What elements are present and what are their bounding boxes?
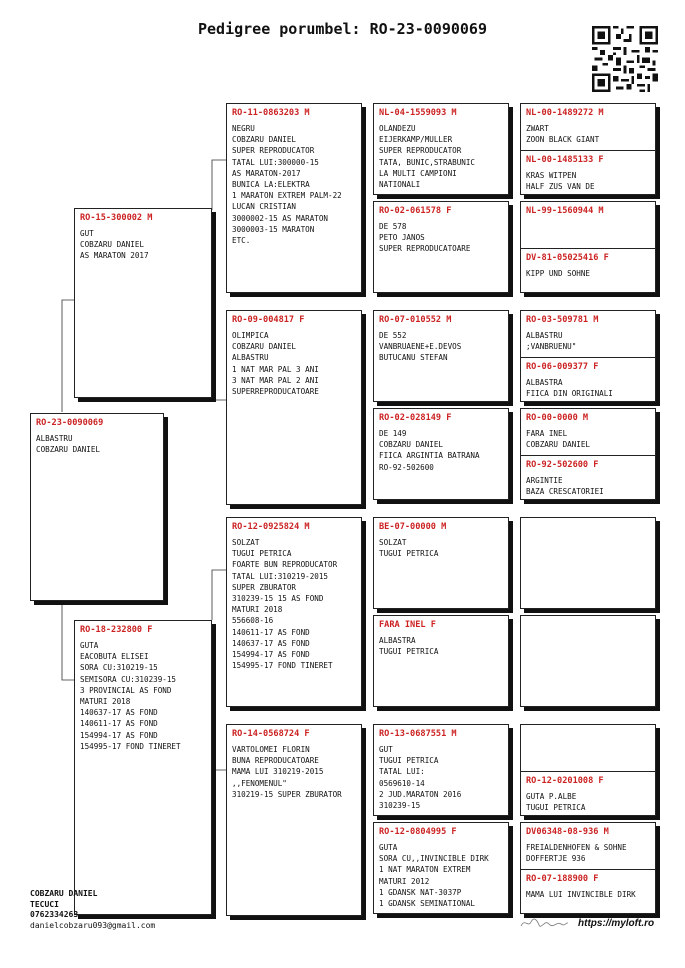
gggp-card-1	[520, 103, 656, 195]
detail-line: 3000003-15 MARATON	[232, 224, 315, 234]
g1-details	[526, 123, 650, 145]
subject-details	[36, 433, 158, 455]
detail-line: TUGUI PETRICA	[379, 549, 439, 559]
detail-line: BAZA CRESCATORIEI	[526, 487, 604, 497]
detail-line: RO-92-502600	[379, 462, 434, 472]
breeder-email[interactable]: danielcobzaru093@gmail.com	[30, 920, 156, 930]
detail-line: NATIONALI	[379, 180, 421, 190]
detail-line: VANBRUAENE+E.DEVOS	[379, 342, 462, 352]
detail-line: EACOBUTA ELISEI	[80, 652, 149, 662]
detail-line: ;VANBRUENU"	[526, 342, 577, 352]
ggp-fff-card	[373, 103, 509, 195]
gggp-card-4	[520, 408, 656, 500]
detail-line: ZOON BLACK GIANT	[526, 135, 600, 145]
g16-ring-id: RO-07-188900 F	[526, 874, 599, 884]
detail-line: 140611-17 AS FOND	[80, 719, 158, 729]
detail-line: GUTA	[379, 843, 398, 852]
detail-line: FARA INEL	[526, 429, 568, 438]
detail-line: 310219-15 SUPER ZBURATOR	[232, 789, 342, 799]
mff-details	[379, 537, 503, 559]
subject-ring-id: RO-23-0090069	[36, 418, 104, 428]
detail-line: 154994-17 AS FOND	[232, 650, 310, 660]
detail-line: 1 MARATON EXTREM PALM-22	[232, 191, 342, 201]
mmf-details	[379, 744, 503, 811]
detail-line: ALBASTRA	[379, 636, 416, 645]
website-link[interactable]: https://myloft.ro	[578, 918, 655, 929]
detail-line: SUPER ZBURATOR	[232, 582, 297, 592]
ggp-fmm-card	[373, 408, 509, 500]
detail-line: ZWART	[526, 124, 549, 133]
detail-line: 310239-15 15 AS FOND	[232, 594, 324, 604]
g5-ring-id: RO-03-509781 M	[526, 315, 599, 325]
g7-ring-id: RO-00-0000 M	[526, 413, 589, 423]
father-details	[80, 228, 206, 262]
detail-line: TATAL LUI:300000-15	[232, 157, 319, 167]
detail-line: KRAS WITPEN	[526, 171, 577, 180]
maternal-grandfather-card	[226, 517, 362, 707]
detail-line: EIJERKAMP/MULLER	[379, 135, 453, 145]
detail-line: 3 PROVINCIAL AS FOND	[80, 685, 172, 695]
detail-line: COBZARU DANIEL	[36, 445, 101, 455]
detail-line: LUCAN CRISTIAN	[232, 202, 297, 212]
g15-details	[526, 842, 650, 864]
detail-line: MAMA LUI INVINCIBLE DIRK	[526, 890, 636, 899]
subject-pigeon-card	[30, 413, 164, 601]
g4-ring-id: DV-81-05025416 F	[526, 253, 609, 263]
detail-line: ALBASTRU	[232, 353, 269, 363]
mmf-ring-id: RO-13-0687551 M	[379, 729, 457, 739]
detail-line: KIPP UND SOHNE	[526, 269, 591, 278]
father-card	[74, 208, 212, 398]
detail-line: AS MARATON 2017	[80, 251, 149, 261]
g2-details	[526, 170, 650, 192]
paternal-grandmother-card	[226, 310, 362, 505]
g5-details	[526, 330, 650, 352]
detail-line: TUGUI PETRICA	[379, 647, 439, 657]
gggp-card-5-empty	[520, 517, 656, 609]
detail-line: 1 NAT MARATON EXTREM	[379, 865, 471, 875]
detail-line: SUPER REPRODUCATOR	[232, 146, 315, 156]
detail-line: NEGRU	[232, 124, 255, 133]
detail-line: ALBASTRU	[36, 434, 73, 443]
g15-ring-id: DV06348-08-936 M	[526, 827, 609, 837]
detail-line: GUT	[379, 745, 393, 754]
detail-line: GUTA P.ALBE	[526, 792, 577, 801]
gggp-card-6-empty	[520, 615, 656, 707]
detail-line: ,,FENOMENUL"	[232, 778, 287, 788]
mm-details	[232, 744, 356, 800]
detail-line: TATAL LUI:310219-2015	[232, 571, 329, 581]
mother-details	[80, 640, 206, 752]
g14-details	[526, 791, 650, 813]
detail-line: 3000002-15 AS MARATON	[232, 213, 329, 223]
g8-ring-id: RO-92-502600 F	[526, 460, 599, 470]
detail-line: 1 NAT MAR PAL 3 ANI	[232, 364, 319, 374]
detail-line: HALF ZUS VAN DE	[526, 182, 595, 192]
g16-details	[526, 889, 650, 900]
breeder-name: COBZARU DANIEL	[30, 889, 98, 898]
detail-line: TUGUI PETRICA	[526, 803, 586, 813]
detail-line: 310239-15	[379, 801, 421, 811]
detail-line: ALBASTRA	[526, 378, 563, 387]
ggp-ffm-card	[373, 201, 509, 293]
detail-line: SORA CU,,INVINCIBLE DIRK	[379, 854, 489, 864]
g1-ring-id: NL-00-1489272 M	[526, 108, 604, 118]
detail-line: MAMA LUI 310219-2015	[232, 767, 324, 777]
detail-line: TUGUI PETRICA	[379, 756, 439, 766]
detail-line: 154994-17 AS FOND	[80, 730, 158, 740]
detail-line: DE 578	[379, 222, 407, 231]
detail-line: TATA, BUNIC,STRABUNIC	[379, 157, 476, 167]
mfm-ring-id: FARA INEL F	[379, 620, 436, 630]
detail-line: DOFFERTJE 936	[526, 854, 586, 864]
g4-details	[526, 268, 650, 279]
detail-line: COBZARU DANIEL	[232, 342, 297, 352]
detail-line: 154995-17 FOND TINERET	[232, 661, 333, 671]
fm-ring-id: RO-09-004817 F	[232, 315, 305, 325]
detail-line: FIICA DIN ORIGINALI	[526, 389, 613, 399]
fmf-ring-id: RO-07-010552 M	[379, 315, 452, 325]
page-title: Pedigree porumbel: RO-23-0090069	[198, 20, 487, 38]
father-ring-id: RO-15-300002 M	[80, 213, 153, 223]
ggp-mmf-card	[373, 724, 509, 816]
detail-line: COBZARU DANIEL	[379, 440, 444, 450]
detail-line: 2 JUD.MARATON 2016	[379, 789, 462, 799]
detail-line: OLANDEZU	[379, 124, 416, 133]
detail-line: SORA CU:310219-15	[80, 663, 158, 673]
detail-line: FIICA ARGINTIA BATRANA	[379, 451, 480, 461]
fmm-details	[379, 428, 503, 473]
detail-line: DE 552	[379, 331, 407, 340]
detail-line: COBZARU DANIEL	[526, 440, 591, 450]
g14-ring-id: RO-12-0201008 F	[526, 776, 604, 786]
gggp-card-2	[520, 201, 656, 293]
g6-details	[526, 377, 650, 399]
g7-details	[526, 428, 650, 450]
detail-line: OLIMPICA	[232, 331, 269, 340]
breeder-city: TECUCI	[30, 899, 59, 909]
g2-ring-id: NL-00-1485133 F	[526, 155, 604, 165]
signature-icon	[519, 916, 569, 930]
detail-line: MATURI 2012	[379, 876, 430, 886]
maternal-grandmother-card	[226, 724, 362, 916]
detail-line: 1 GDANSK NAT-3037P	[379, 887, 462, 897]
gggp-card-3	[520, 310, 656, 402]
detail-line: FREIALDENHOFEN & SOHNE	[526, 843, 627, 852]
detail-line: COBZARU DANIEL	[80, 240, 145, 250]
gggp-card-7	[520, 724, 656, 816]
detail-line: 3 NAT MAR PAL 2 ANI	[232, 375, 319, 385]
ff-details	[232, 123, 356, 246]
detail-line: SEMISORA CU:310239-15	[80, 674, 177, 684]
detail-line: 556608-16	[232, 616, 274, 626]
detail-line: LA MULTI CAMPIONI	[379, 168, 457, 178]
fff-details	[379, 123, 503, 190]
ffm-ring-id: RO-02-061578 F	[379, 206, 452, 216]
ggp-mfm-card	[373, 615, 509, 707]
breeder-contact	[30, 889, 155, 931]
detail-line: 140637-17 AS FOND	[80, 708, 158, 718]
fmm-ring-id: RO-02-028149 F	[379, 413, 452, 423]
mf-details	[232, 537, 356, 671]
mmm-ring-id: RO-12-0804995 F	[379, 827, 457, 837]
detail-line: BUNA REPRODUCATOARE	[232, 756, 319, 766]
detail-line: TATAL LUI:	[379, 767, 425, 777]
ggp-fmf-card	[373, 310, 509, 402]
ffm-details	[379, 221, 503, 255]
ff-ring-id: RO-11-0863203 M	[232, 108, 310, 118]
detail-line: SOLZAT	[379, 538, 407, 547]
mother-card	[74, 620, 212, 915]
detail-line: MATURI 2018	[232, 605, 283, 615]
g3-ring-id: NL-99-1560944 M	[526, 206, 604, 216]
detail-line: 1 GDANSK SEMINATIONAL	[379, 899, 476, 909]
detail-line: BUTUCANU STEFAN	[379, 353, 448, 363]
detail-line: ETC.	[232, 236, 251, 246]
detail-line: PETO JANOS	[379, 233, 425, 243]
breeder-phone: 0762334263	[30, 910, 79, 919]
detail-line: ALBASTRU	[526, 331, 563, 340]
fff-ring-id: NL-04-1559093 M	[379, 108, 457, 118]
mmm-details	[379, 842, 503, 909]
mf-ring-id: RO-12-0925824 M	[232, 522, 310, 532]
detail-line: 140611-17 AS FOND	[232, 627, 310, 637]
detail-line: BUNICA LA:ELEKTRA	[232, 180, 310, 190]
detail-line: TUGUI PETRICA	[232, 549, 292, 559]
gggp-card-8	[520, 822, 656, 914]
detail-line: DE 149	[379, 429, 407, 438]
detail-line: VARTOLOMEI FLORIN	[232, 745, 310, 754]
detail-line: SUPER REPRODUCATOARE	[379, 244, 471, 254]
detail-line: 154995-17 FOND TINERET	[80, 741, 181, 751]
detail-line: SUPER REPRODUCATOR	[379, 146, 462, 156]
g8-details	[526, 475, 650, 497]
fm-details	[232, 330, 356, 397]
ggp-mff-card	[373, 517, 509, 609]
detail-line: MATURI 2018	[80, 697, 131, 707]
detail-line: GUTA	[80, 641, 99, 650]
mfm-details	[379, 635, 503, 657]
detail-line: SUPERREPRODUCATOARE	[232, 387, 319, 397]
detail-line: 140637-17 AS FOND	[232, 638, 310, 648]
mm-ring-id: RO-14-0568724 F	[232, 729, 310, 739]
detail-line: ARGINTIE	[526, 476, 563, 485]
detail-line: 0569610-14	[379, 778, 425, 788]
detail-line: AS MARATON-2017	[232, 168, 301, 178]
fmf-details	[379, 330, 503, 364]
paternal-grandfather-card	[226, 103, 362, 293]
detail-line: COBZARU DANIEL	[232, 135, 297, 145]
detail-line: FOARTE BUN REPRODUCATOR	[232, 560, 338, 570]
detail-line: GUT	[80, 229, 94, 238]
detail-line: SOLZAT	[232, 538, 260, 547]
mother-ring-id: RO-18-232800 F	[80, 625, 153, 635]
mff-ring-id: BE-07-00000 M	[379, 522, 447, 532]
ggp-mmm-card	[373, 822, 509, 914]
g6-ring-id: RO-06-009377 F	[526, 362, 599, 372]
